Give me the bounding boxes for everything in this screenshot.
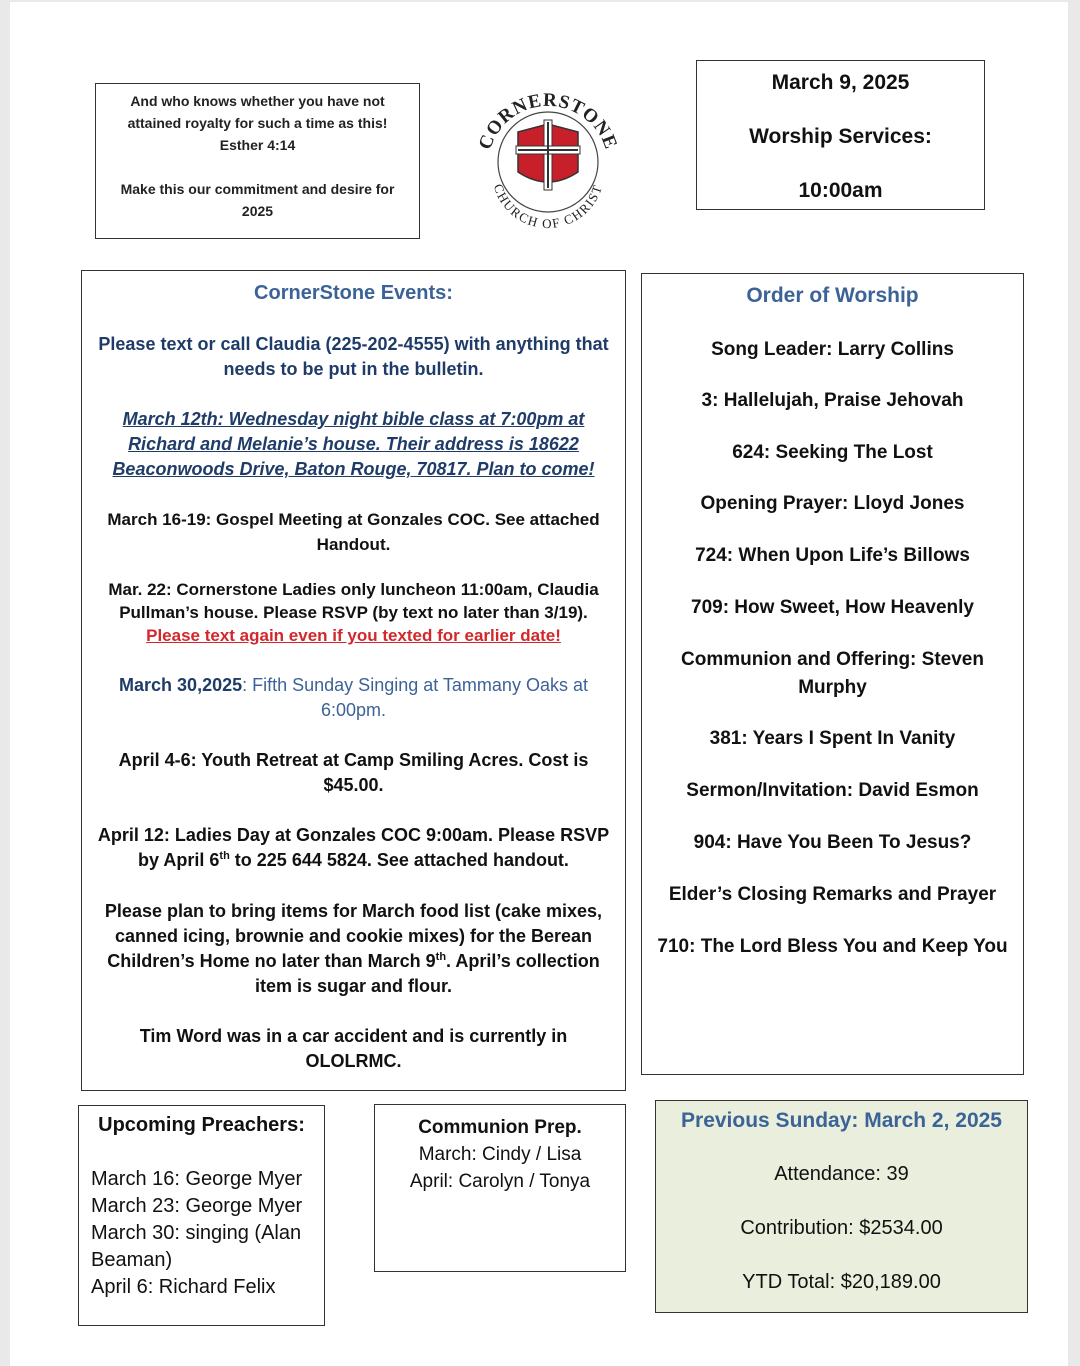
food-drive-sup: th <box>435 951 447 963</box>
preachers-box <box>78 1105 325 1326</box>
food-drive-event <box>88 899 619 999</box>
scripture-reference: Esther 4:14 <box>219 137 296 153</box>
service-time: 10:00am <box>798 179 883 202</box>
previous-title: Previous Sunday: March 2, 2025 <box>681 1109 1002 1132</box>
order-item: 710: The Lord Bless You and Keep You <box>657 936 1008 957</box>
order-of-worship-box <box>641 273 1024 1075</box>
communion-prep-box <box>374 1104 626 1272</box>
preacher-item: March 30: singing (Alan Beaman) <box>91 1222 302 1271</box>
logo-bottom-text: CHURCH OF CHRIST <box>490 181 606 232</box>
food-drive-text-end: . April’s collection item is sugar and flour. <box>254 951 600 996</box>
luncheon-event <box>96 578 611 647</box>
ladies-day-event <box>88 823 619 873</box>
ladies-day-text-end: to 225 644 5824. See attached handout. <box>229 850 569 870</box>
events-box <box>81 270 626 1091</box>
cornerstone-logo <box>468 80 628 240</box>
order-item: Communion and Offering: Steven Murphy <box>681 649 984 698</box>
events-contact: Please text or call Claudia (225-202-4555) with anything that needs to be put in the bulletin. <box>98 334 609 379</box>
scripture-verse: And who knows whether you have not attained royalty for such a time as this! <box>127 93 388 131</box>
order-item: 3: Hallelujah, Praise Jehovah <box>701 390 964 411</box>
preachers-list <box>91 1166 316 1301</box>
attendance: Attendance: 39 <box>774 1163 909 1185</box>
order-item: Sermon/Invitation: David Esmon <box>686 780 979 801</box>
contribution: Contribution: $2534.00 <box>740 1217 943 1239</box>
order-item: 904: Have You Been To Jesus? <box>693 832 972 853</box>
order-item: 624: Seeking The Lost <box>732 442 933 463</box>
events-title: CornerStone Events: <box>254 282 453 304</box>
commitment-text: Make this our commitment and desire for 2025 <box>120 181 395 219</box>
ytd-total: YTD Total: $20,189.00 <box>742 1271 941 1293</box>
bible-class-event: March 12th: Wednesday night bible class at 7:00pm at Richard and Melanie’s house. Their address is 18622 Beaconwoods Drive, Baton Rouge, 70817. Plan to come! <box>112 409 595 479</box>
preachers-title: Upcoming Preachers: <box>98 1114 305 1136</box>
scripture-box <box>95 83 420 239</box>
singing-event <box>96 673 611 723</box>
order-item: Elder’s Closing Remarks and Prayer <box>668 884 997 905</box>
order-item: 709: How Sweet, How Heavenly <box>691 597 974 618</box>
luncheon-note: Please text again even if you texted for earlier date! <box>146 626 561 645</box>
preacher-item: March 23: George Myer <box>91 1195 303 1217</box>
singing-date: March 30,2025 <box>119 675 243 695</box>
order-title: Order of Worship <box>746 284 919 307</box>
gospel-meeting-event: March 16-19: Gospel Meeting at Gonzales COC. See attached Handout. <box>107 510 600 554</box>
singing-text: : Fifth Sunday Singing at Tammany Oaks at 6:00pm. <box>242 675 588 720</box>
shield-icon <box>516 120 580 190</box>
preacher-item: March 16: George Myer <box>91 1168 303 1190</box>
prayer-request: Tim Word was in a car accident and is currently in OLOLRMC. <box>139 1026 568 1071</box>
logo-top-text: CORNERSTONE <box>474 89 622 153</box>
communion-march: March: Cindy / Lisa <box>418 1144 582 1165</box>
food-drive-text: Please plan to bring items for March food list (cake mixes, canned icing, brownie and cookie mixes) for the Berean Children’s Home no later than March 9 <box>104 901 603 971</box>
service-info-box <box>696 60 985 210</box>
ladies-day-sup: th <box>219 850 230 862</box>
retreat-event: April 4-6: Youth Retreat at Camp Smiling Acres. Cost is $45.00. <box>118 750 589 795</box>
order-item: Song Leader: Larry Collins <box>711 339 954 360</box>
communion-april: April: Carolyn / Tonya <box>409 1171 591 1192</box>
previous-sunday-box <box>655 1100 1028 1313</box>
luncheon-text: Mar. 22: Cornerstone Ladies only luncheon 11:00am, Claudia Pullman’s house. Please RSVP (by text no later than 3/19). <box>108 580 599 622</box>
preacher-item: April 6: Richard Felix <box>91 1276 276 1298</box>
ladies-day-text: April 12: Ladies Day at Gonzales COC 9:00am. Please RSVP by April 6 <box>97 825 610 870</box>
bulletin-date: March 9, 2025 <box>771 71 910 94</box>
communion-title: Communion Prep. <box>418 1117 582 1138</box>
services-label: Worship Services: <box>749 125 932 148</box>
order-item: Opening Prayer: Lloyd Jones <box>700 493 965 514</box>
order-item: 381: Years I Spent In Vanity <box>709 728 956 749</box>
order-item: 724: When Upon Life’s Billows <box>695 545 970 566</box>
